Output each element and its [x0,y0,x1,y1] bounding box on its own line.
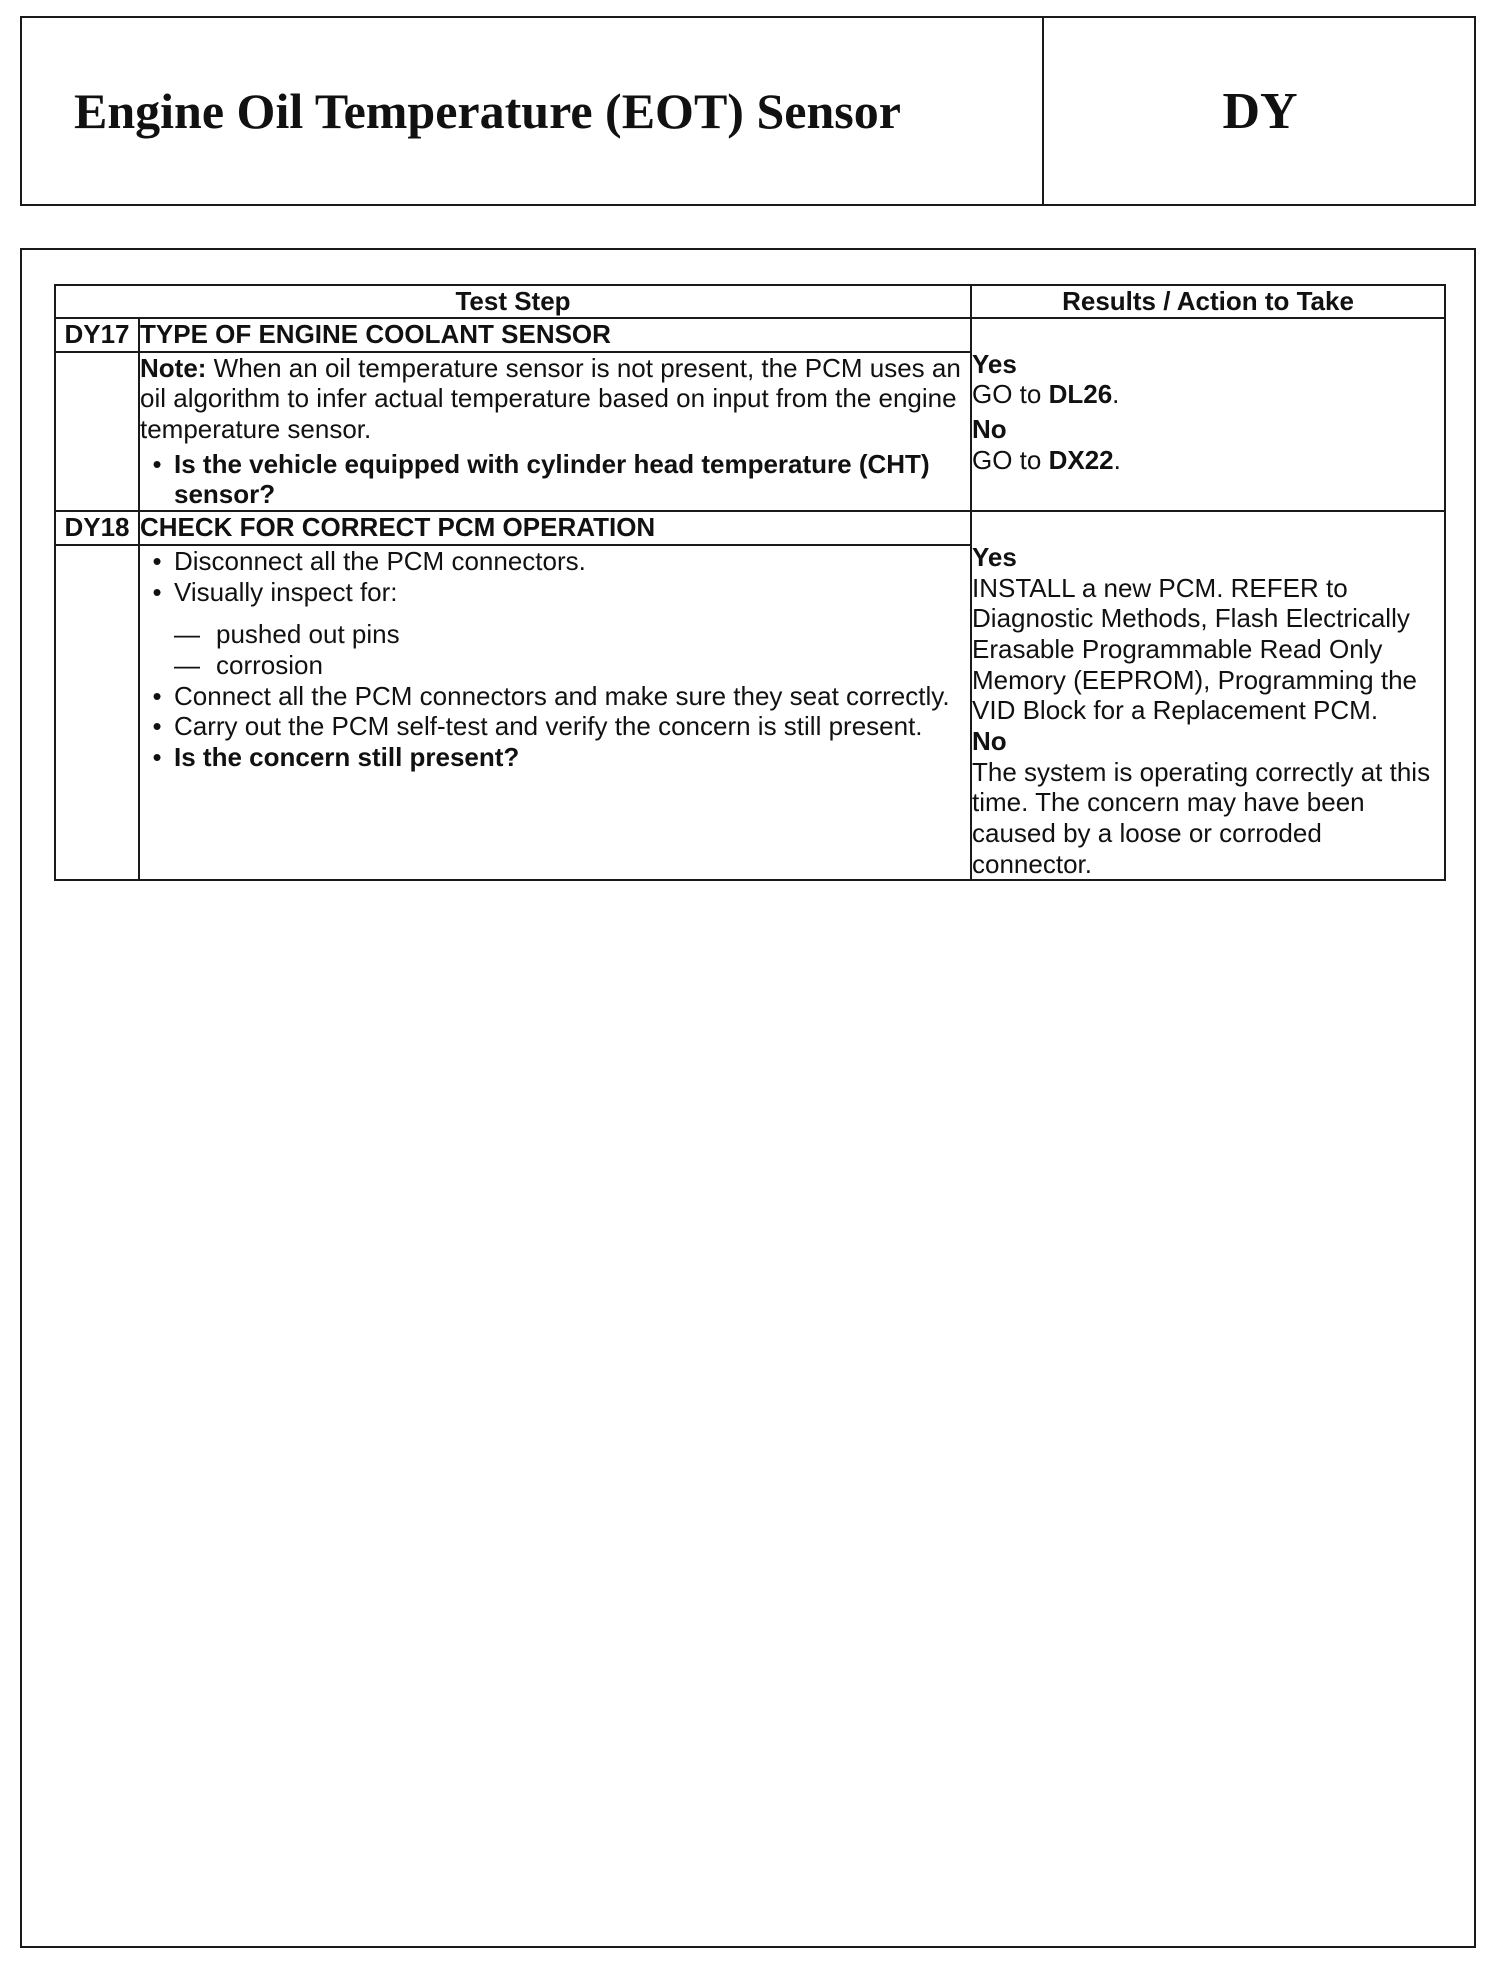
bullet-icon: • [152,448,162,479]
no-action [972,445,1444,476]
bullet-icon: • [152,742,162,773]
diagnostic-table [54,284,1446,881]
step-title-row [55,318,1445,352]
no-suffix: . [1113,444,1121,475]
sub-list-item-text: corrosion [216,650,323,681]
content-box [20,248,1476,1948]
yes-action [972,379,1444,410]
no-label: No [972,414,1007,445]
step-id-blank [55,545,139,880]
bullet-icon: • [152,576,162,607]
note [140,353,970,445]
step-results [971,511,1445,880]
sub-list-item [174,650,970,681]
bullet-icon: • [152,711,162,742]
col-header-results: Results / Action to Take [971,285,1445,318]
step-title: TYPE OF ENGINE COOLANT SENSOR [139,318,971,352]
list-item-text: Carry out the PCM self-test and verify the concern is still present. [174,711,923,742]
question-text: Is the concern still present? [174,742,520,773]
list-item [140,577,970,608]
bullet-icon: • [152,680,162,711]
header-box [20,16,1476,206]
yes-action: INSTALL a new PCM. REFER to Diagnostic Methods, Flash Electrically Erasable Programmable Read Only Memory (EEPROM), Programming the VID Block for a Replacement PCM. [972,572,1417,726]
section-code: DY [1042,18,1476,204]
note-text: When an oil temperature sensor is not present, the PCM uses an oil algorithm to infer actual temperature based on input from the engine temperature sensor. [140,352,961,445]
no-target-link[interactable]: DX22 [1048,444,1114,475]
question-item [140,742,970,773]
sub-list-item-text: pushed out pins [216,619,400,650]
bullet-icon: • [152,546,162,577]
step-id-blank [55,352,139,511]
no-action: The system is operating correctly at this time. The concern may have been caused by a loose or corroded connector. [972,756,1431,879]
list-item-text: Connect all the PCM connectors and make sure they seat correctly. [174,680,950,711]
yes-prefix: GO to [972,379,1049,410]
note-label: Note: [140,352,207,383]
col-header-test-step: Test Step [55,285,971,318]
dash-icon: — [174,619,200,650]
step-content [139,545,971,880]
page-title: Engine Oil Temperature (EOT) Sensor [74,83,901,139]
question-text: Is the vehicle equipped with cylinder head temperature (CHT) sensor? [174,448,930,510]
dash-icon: — [174,650,200,681]
list-item [140,711,970,742]
list-item-text: Disconnect all the PCM connectors. [174,546,586,577]
question-item [140,449,970,510]
yes-label: Yes [972,542,1017,573]
list-item-text: Visually inspect for: [174,576,398,607]
step-content [139,352,971,511]
step-title: CHECK FOR CORRECT PCM OPERATION [139,511,971,545]
list-item [140,681,970,712]
no-prefix: GO to [972,444,1049,475]
no-label: No [972,726,1007,757]
list-item [140,546,970,577]
sub-list-item [174,619,970,650]
yes-suffix: . [1112,379,1120,410]
step-results [971,318,1445,511]
yes-target-link[interactable]: DL26 [1048,379,1113,410]
step-id: DY18 [55,511,139,545]
step-id: DY17 [55,318,139,352]
yes-label: Yes [972,348,1017,379]
step-title-row [55,511,1445,545]
table-header-row [55,285,1445,318]
